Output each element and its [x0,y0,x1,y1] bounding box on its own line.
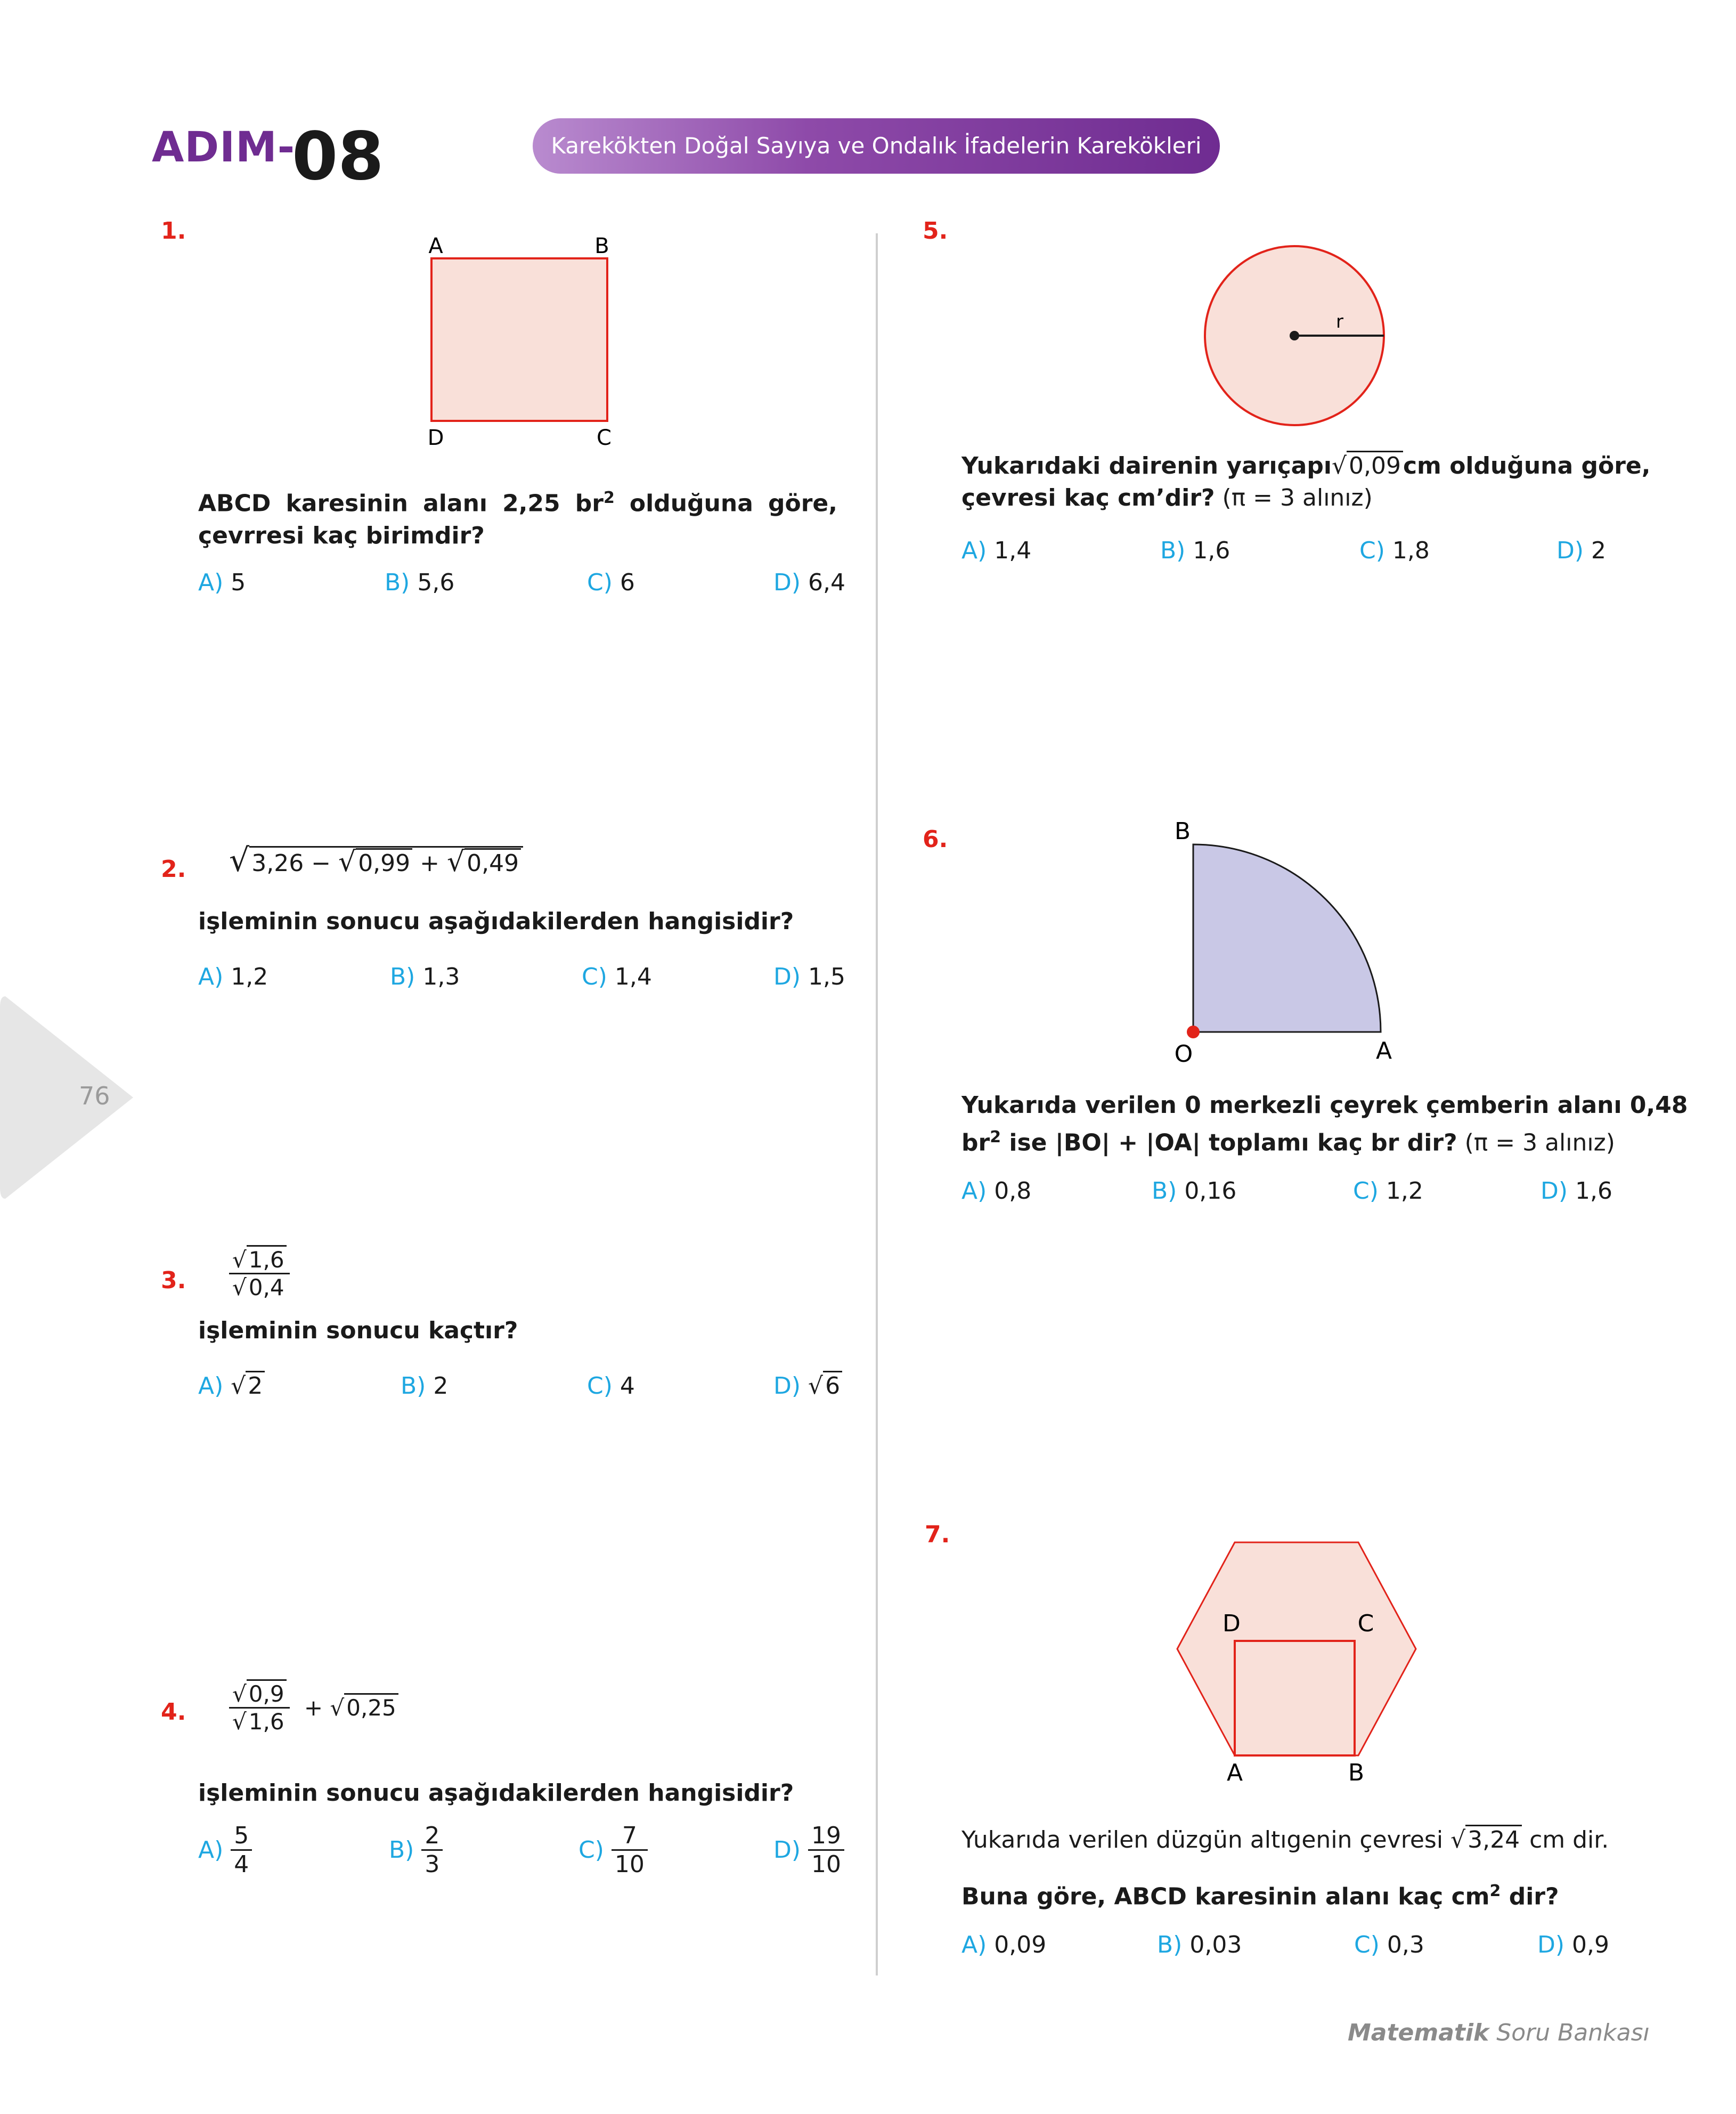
question-number: 6. [923,826,948,853]
vertex-label-a: A [428,234,443,258]
vertex-label-d: D [1222,1610,1241,1637]
option-c[interactable]: C) $\frac{7}{10}$ [578,1822,648,1878]
question-text: Yukarıda verilen düzgün altıgenin çevresi √3,24 cm dir. [961,1826,1609,1853]
page-tab-triangle-icon [0,996,138,1199]
option-d[interactable]: D) 2 [1556,537,1607,564]
option-a[interactable]: A) 0,09 [961,1931,1047,1958]
option-c[interactable]: C) 1,4 [582,963,652,990]
question-number: 1. [161,217,186,245]
option-b[interactable]: B) 0,03 [1157,1931,1242,1958]
option-b[interactable]: B) 0,16 [1152,1177,1237,1205]
fraction-expression: $\frac{√0,9}{√1,6}$ + √0,25 [229,1681,398,1735]
adim-number: 08 [292,118,384,195]
hexagon-figure [1172,1534,1428,1790]
square-figure [415,229,629,453]
option-c[interactable]: C) 4 [587,1372,635,1400]
option-c[interactable]: C) 6 [587,569,635,596]
vertex-label-a: A [1375,1037,1392,1064]
fraction-expression: $\frac{√1,6}{√0,4}$ [229,1247,290,1300]
option-c[interactable]: C) 1,8 [1359,537,1430,564]
question-number: 3. [161,1267,186,1294]
option-c[interactable]: C) 1,2 [1353,1177,1423,1205]
page-number: 76 [79,1082,110,1110]
question-number: 7. [925,1521,950,1548]
option-a[interactable]: A) √2 [198,1372,265,1400]
expression: √3,26 − √0,99 + √0,49 [229,842,523,879]
option-b[interactable]: B) 2 [401,1372,449,1400]
option-c[interactable]: C) 0,3 [1354,1931,1424,1958]
topic-title: Karekökten Doğal Sayıya ve Ondalık İfadelerin Karekökleri [533,118,1220,174]
option-d[interactable]: D) √6 [773,1372,842,1400]
question-number: 4. [161,1698,186,1726]
question-text: işleminin sonucu kaçtır? [198,1317,518,1344]
quarter-circle-figure [1161,818,1406,1068]
question-text: işleminin sonucu aşağıdakilerden hangisidir? [198,908,794,935]
question-prompt: Buna göre, ABCD karesinin alanı kaç $cm^2$ dir? [961,1882,1559,1910]
vertex-label-b: B [1174,818,1191,845]
adim-label: ADIM- [152,124,296,172]
vertex-label-b: B [1348,1759,1365,1786]
option-b[interactable]: B) 1,6 [1160,537,1230,564]
vertex-label-b: B [594,234,609,258]
option-a[interactable]: A) 1,4 [961,537,1032,564]
option-b[interactable]: B) 5,6 [385,569,455,596]
question-number: 5. [923,217,948,245]
option-d[interactable]: D) 0,9 [1537,1931,1610,1958]
question-text: Yukarıdaki dairenin yarıçapı √0,09 cm olduğuna göre, çevresi kaç cm’dir? (π = 3 alınız) [961,450,1601,514]
option-b[interactable]: B) $\frac{2}{3}$ [389,1822,443,1878]
vertex-label-c: C [1357,1610,1374,1637]
vertex-label-a: A [1226,1759,1243,1786]
column-divider [876,233,878,1975]
option-d[interactable]: D) 1,6 [1541,1177,1613,1205]
option-d[interactable]: D) 6,4 [773,569,846,596]
question-text: işleminin sonucu aşağıdakilerden hangisidir? [198,1779,794,1807]
footer-brand: Matematik Soru Bankası [1348,2019,1650,2046]
option-d[interactable]: D) 1,5 [773,963,846,990]
radius-label: r [1336,311,1343,332]
vertex-label-d: D [427,426,444,450]
option-a[interactable]: A) 1,2 [198,963,268,990]
option-a[interactable]: A) $\frac{5}{4}$ [198,1822,252,1878]
option-a[interactable]: A) 5 [198,569,246,596]
option-d[interactable]: D) $\frac{19}{10}$ [773,1822,844,1878]
option-b[interactable]: B) 1,3 [390,963,460,990]
question-number: 2. [161,856,186,883]
vertex-label-o: O [1174,1040,1193,1068]
option-a[interactable]: A) 0,8 [961,1177,1032,1205]
circle-figure [1199,242,1390,434]
question-text: ABCD karesinin alanı 2,25 $br^2$ olduğuna göre, çevrresi kaç birimdir? [198,489,837,549]
vertex-label-c: C [597,426,612,450]
question-text: Yukarıda verilen 0 merkezli çeyrek çemberin alanı 0,48 $br^2$ ise |BO| + |OA| toplamı kaç br dir? (π = 3 alınız) [961,1092,1688,1157]
